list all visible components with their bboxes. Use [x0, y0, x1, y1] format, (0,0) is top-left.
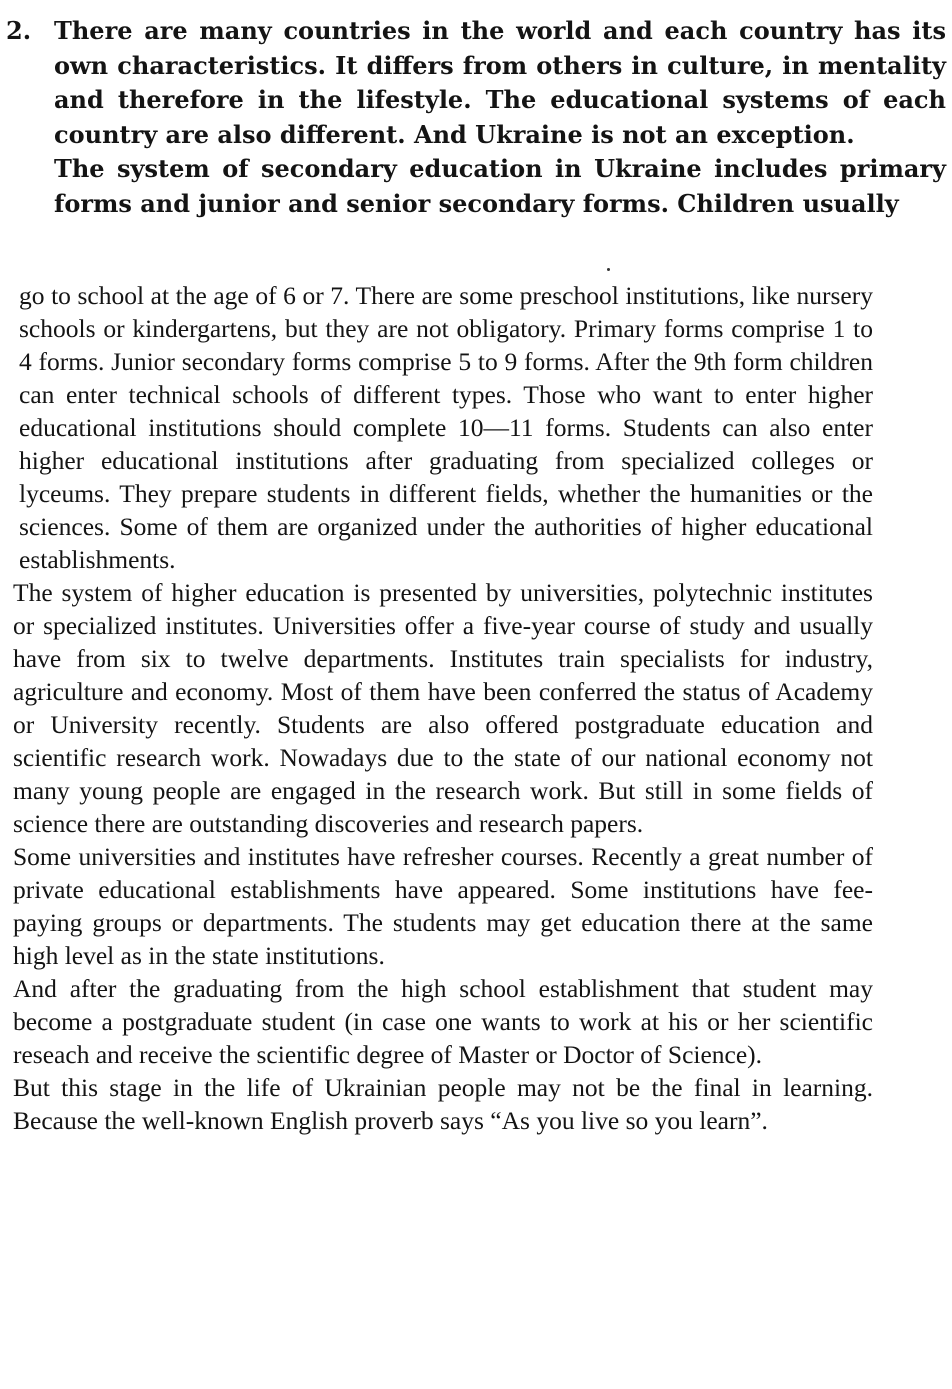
- bottom-paragraph-2: The system of higher education is presented by universities, polytechnic institutes or specialized institutes. Universities offer a five-year course of study and usually have from six to twelve departments. Institutes train specialists for industry, agriculture and economy. Most of them have been conferred the status of Academy or University recently. Students are also offered postgraduate education and scientific research work. Nowadays due to the state of our national economy not many young people are engaged in the research work. But still in some fields of science there are outstanding discoveries and research papers.: [13, 578, 873, 838]
- scan-speck: [607, 268, 610, 271]
- top-text-block: [0, 14, 946, 222]
- item-number: 2.: [6, 16, 32, 45]
- bottom-paragraph-1: go to school at the age of 6 or 7. There are some preschool institutions, like nursery schools or kindergartens, but they are not obligatory. Primary forms comprise 1 to 4 forms. Junior secondary forms comprise 5 to 9 forms. After the 9th form children can enter technical schools of different types. Those who want to enter higher educational institutions should complete 10—11 forms. Students can also enter higher educational institutions after graduating from specialized colleges or lyceums. They prepare students in different fields, whether the humanities or the sciences. Some of them are organized under the authorities of higher educational establishments.: [19, 281, 873, 574]
- bottom-paragraph-4: And after the graduating from the high school establishment that student may become a postgraduate student (in case one wants to work at his or her scientific reseach and receive the scientific degree of Master or Doctor of Science).: [13, 974, 873, 1069]
- bottom-paragraph-3: Some universities and institutes have refresher courses. Recently a great number of private educational establishments have appeared. Some institutions have fee-paying groups or departments. The students may get education there at the same high level as in the state institutions.: [13, 842, 873, 970]
- bottom-text-block: [13, 279, 873, 1137]
- top-paragraph-1: There are many countries in the world and each country has its own characteristics. It differs from others in culture, in mentality and therefore in the lifestyle. The educational systems of each country are also different. And Ukraine is not an exception.: [54, 16, 946, 149]
- top-paragraph-2: The system of secondary education in Ukraine includes primary forms and junior and senior secondary forms. Children usually: [54, 154, 946, 218]
- bottom-paragraph-5: But this stage in the life of Ukrainian people may not be the final in learning. Because the well-known English proverb says “As you live so you learn”.: [13, 1073, 873, 1135]
